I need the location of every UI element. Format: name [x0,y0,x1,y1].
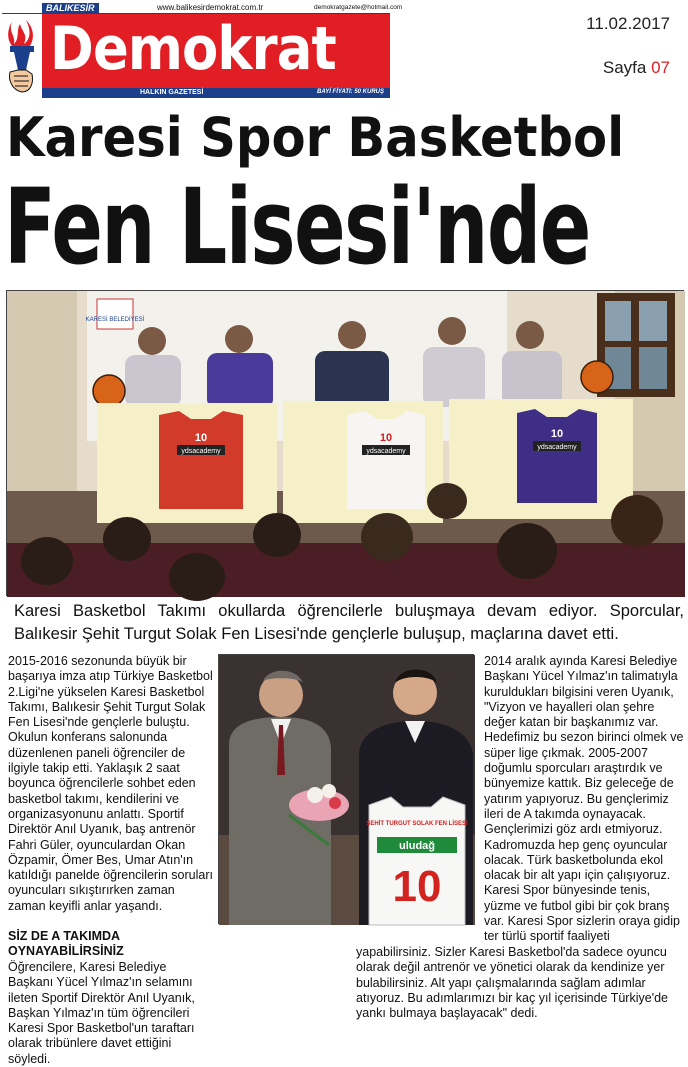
jersey-number-purple: 10 [550,428,564,440]
page-number [603,58,670,78]
page-label: Sayfa [602,58,647,77]
article-column-1-continued: Öğrencilere, Karesi Belediye Başkanı Yücel Yılmaz'ın selamını ileten Sportif Direktör Anıl Uyanık, Başkan Yılmaz'ın tüm öğrencileri Karesi Spor Basketbol'un taraftarı olarak tribünlere davet ettiğini söyledi. [8,960,195,1066]
masthead-tagline: HALKIN GAZETESİ [140,89,204,96]
article-column-2-continued: yapabilirsiniz. Sizler Karesi Basketbol'da sadece oyuncu olarak değil antrenör ve yönetici olarak da kendinize yer bulabilirsiniz. Alt yapı çalışmalarında sağlam adımlar atıyoruz. Bu adımlarımızı bir kaç yıl içerisinde Türkiye'de yankı bulmaya başlayacak" dedi. [356,945,668,1021]
masthead-url: www.balikesirdemokrat.com.tr [157,3,264,12]
subheading: SİZ DE A TAKIMDA OYNAYABİLİRSİNİZ [8,929,124,958]
page-number-value: 07 [651,58,670,77]
panel-photo [6,290,684,596]
headline-line-2: Fen Lisesi'nde [4,166,590,288]
article-column-2: 2014 aralık ayında Karesi Belediye Başkanı Yücel Yılmaz'ın talimatıyla kuruldukları bilgisini veren Uyanık, "Vizyon ve hayalleri olan şehre değer katan bir başkanımız var. Hedefimiz bu sezon birinci olmek ve süper lige çıkmak. 2005-2007 doğumlu sporcuları araştırdık ve bünyemize kattık. Biz geleceğe de yatırım yapıyoruz. Bu gençlerimiz ileri de A takımda oynayacak. Gençlerimizi göz ardı etmiyoruz. Kadromuzda hep genç oyuncular olacak. Türk basketbolunda ekol olacak bir alt yapı için çalışıyoruz. Karesi Spor bünyesinde tenis, yüzme ve futbol gibi bir çok branş var. Karesi Spor sizlerin oraya gidip ter türlü sportif faaliyeti [484,654,684,944]
masthead [2,2,403,98]
masthead-title: Demokrat [50,14,336,84]
jersey-number-white: 10 [379,432,393,444]
jersey-presentation-photo [218,654,474,924]
jersey-number-red: 10 [194,432,208,444]
masthead-city: BALIKESİR [42,3,99,14]
issue-date: 11.02.2017 [586,14,670,33]
banner-text: KARESİ BELEDİYESİ [85,317,145,323]
article-column-1: 2015-2016 sezonunda büyük bir başarıya imza atıp Türkiye Basketbol 2.Ligi'ne yükselen Karesi Basketbol Takımı, Balıkesir Şehit Turgut Solak Fen Lisesi'nde gençlerle buluştu. Okulun konferans salonunda düzenlenen paneli öğrenciler de ilgiyle takip etti. Yaklaşık 2 saat boyunca öğrencilerle sohbet eden basketbol takımı, kendilerini ve organizasyonunu anlattı. Sportif Direktör Anıl Uyanık, baş antrenör Fahri Güler, oyunculardan Okan Özpamir, Ömer Bes, Umar Atın'ın katıldığı panelde öğrencilerin soruları oyuncuları sıkıştırırken zaman zaman keyifli anlar yaşandı. [8,654,213,913]
jersey-sponsor: uludağ [398,840,436,852]
jersey-school-text: ŞEHİT TURGUT SOLAK FEN LİSESİ [366,821,468,827]
lead-paragraph: Karesi Basketbol Takımı okullarda öğrencilerle buluşmaya devam ediyor. Sporcular, Balıkesir Şehit Turgut Solak Fen Lisesi'nde gençlerle buluşup, maçlarına davet etti. [14,602,684,643]
jersey-brand-red: ydsacademy [181,448,221,455]
headline-line-1: Karesi Spor Basketbol [6,106,625,169]
jersey-brand-purple: ydsacademy [537,444,577,451]
jersey-number-large: 10 [392,862,442,911]
jersey-brand-white: ydsacademy [366,448,406,455]
torch-logo-icon [2,14,42,98]
masthead-email: demokratgazete@hotmail.com [314,4,403,11]
masthead-price: BAYİ FİYATI: 50 KURUŞ [317,89,385,95]
